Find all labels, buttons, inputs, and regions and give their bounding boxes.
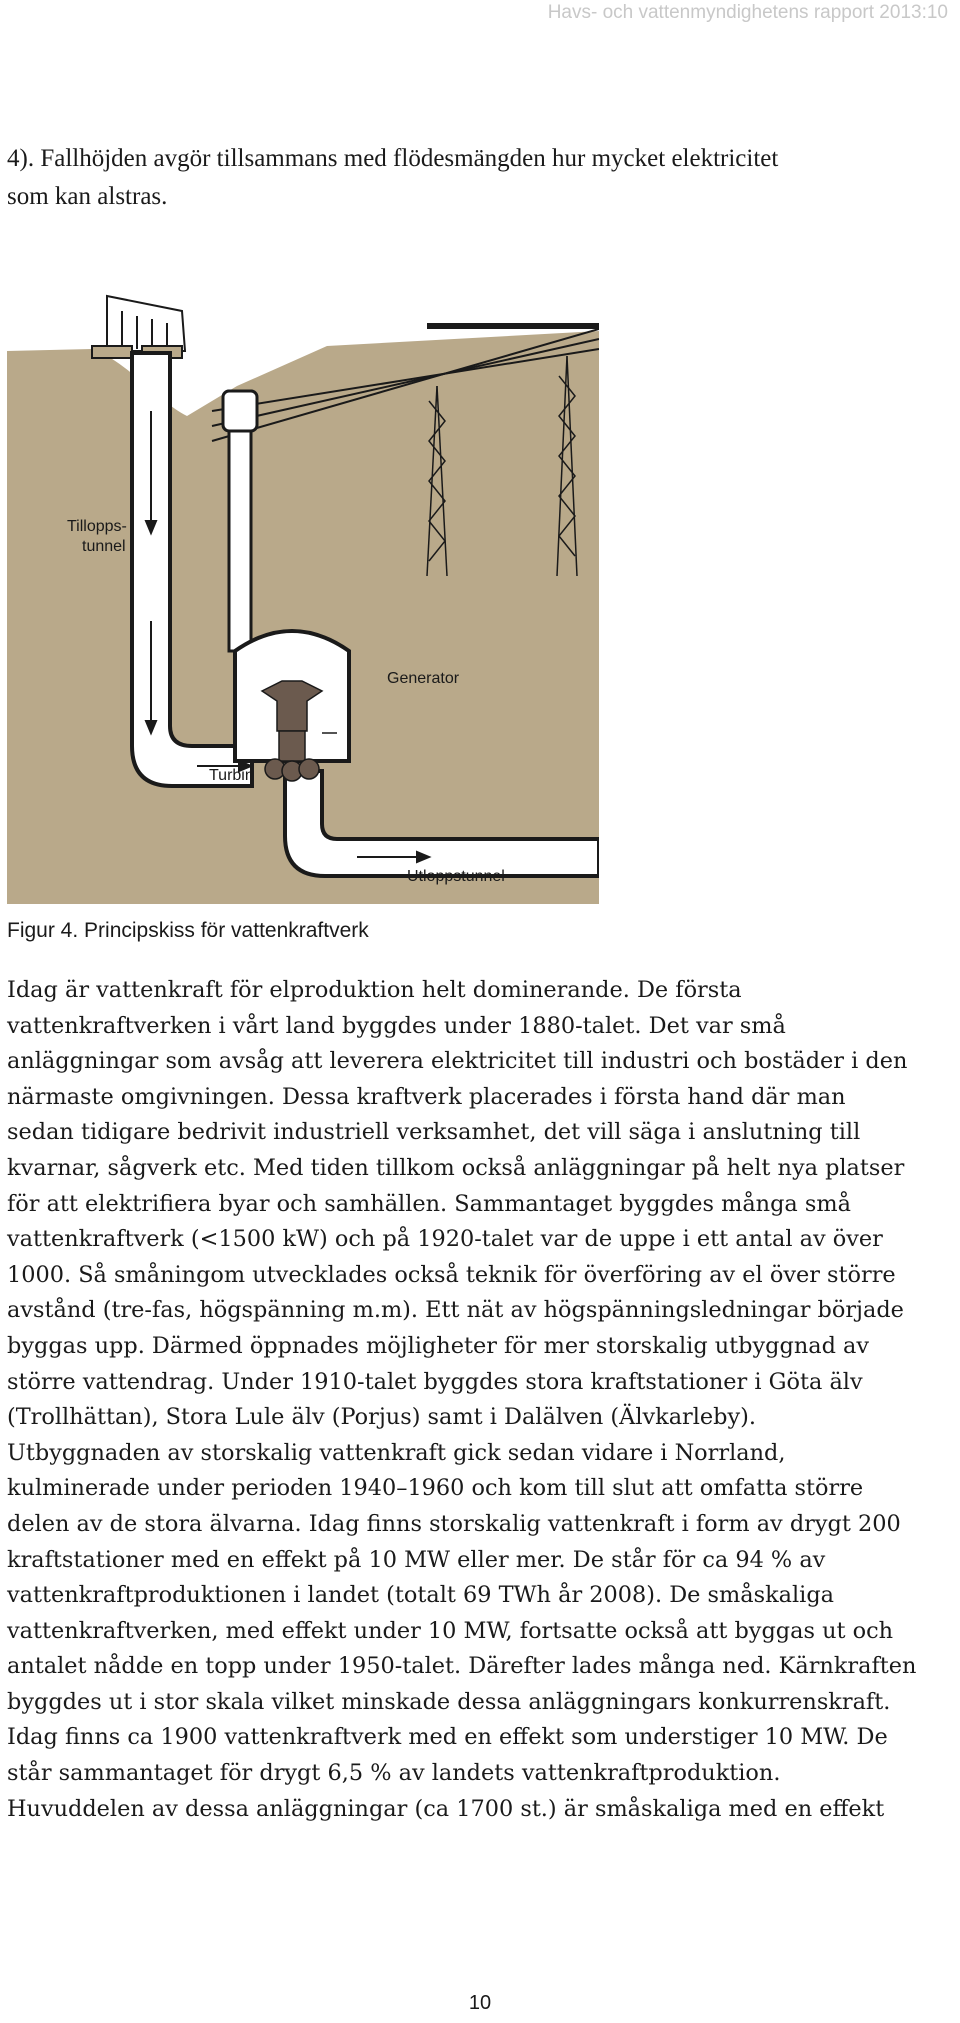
body-line: större vattendrag. Under 1910-talet byggdes stora kraftstationer i Göta älv: [7, 1368, 863, 1395]
intro-paragraph: [7, 140, 947, 216]
body-line: anläggningar som avsåg att leverera elektricitet till industri och bostäder i den: [7, 1048, 908, 1075]
figure-caption: Figur 4. Principskiss för vattenkraftverk: [7, 919, 369, 942]
body-line: kvarnar, sågverk etc. Med tiden tillkom också anläggningar på helt nya platser: [7, 1154, 905, 1181]
body-line: kulminerade under perioden 1940–1960 och kom till slut att omfatta större: [7, 1475, 864, 1502]
body-line: byggdes ut i stor skala vilket minskade dessa anläggningars konkurrenskraft.: [7, 1688, 891, 1715]
body-line: sedan tidigare bedrivit industriell verksamhet, det vill säga i anslutning till: [7, 1119, 861, 1146]
body-line: vattenkraftverken i vårt land byggdes under 1880-talet. Det var små: [7, 1012, 786, 1039]
body-line: vattenkraftproduktionen i landet (totalt 69 TWh år 2008). De småskaliga: [7, 1582, 835, 1609]
intro-line: 4). Fallhöjden avgör tillsammans med flödesmängden hur mycket elektricitet: [7, 145, 779, 172]
label-tunnel: tunnel: [82, 538, 126, 555]
label-generator: Generator: [387, 670, 460, 687]
body-line: vattenkraftverken, med effekt under 10 MW, fortsatte också att byggas ut och: [7, 1617, 894, 1644]
body-line: (Trollhättan), Stora Lule älv (Porjus) samt i Dalälven (Älvkarleby).: [7, 1404, 757, 1431]
hydropower-diagram: [7, 291, 599, 904]
body-line: närmaste omgivningen. Dessa kraftverk placerades i första hand där man: [7, 1083, 846, 1110]
label-turbin: Turbin: [209, 767, 254, 784]
intro-line: som kan alstras.: [7, 183, 168, 210]
body-line: kraftstationer med en effekt på 10 MW eller mer. De står för ca 94 % av: [7, 1546, 826, 1573]
diagram-svg: [7, 291, 599, 904]
body-line: delen av de stora älvarna. Idag finns storskalig vattenkraft i form av drygt 200: [7, 1510, 901, 1537]
body-line: antalet nådde en topp under 1950-talet. Därefter lades många ned. Kärnkraften: [7, 1653, 917, 1680]
body-line: för att elektrifiera byar och samhällen. Sammantaget byggdes många små: [7, 1190, 851, 1217]
body-line: Idag är vattenkraft för elproduktion helt dominerande. De första: [7, 977, 742, 1003]
body-line: Idag finns ca 1900 vattenkraftverk med en effekt som understiger 10 MW. De: [7, 1724, 888, 1751]
body-line: avstånd (tre-fas, högspänning m.m). Ett nät av högspänningsledningar började: [7, 1297, 904, 1324]
body-line: byggas upp. Därmed öppnades möjligheter för mer storskalig utbyggnad av: [7, 1332, 870, 1359]
body-line: vattenkraftverk (<1500 kW) och på 1920-talet var de uppe i ett antal av över: [7, 1226, 883, 1253]
body-line: Utbyggnaden av storskalig vattenkraft gick sedan vidare i Norrland,: [7, 1439, 786, 1466]
label-utloppstunnel: Utloppstunnel: [407, 868, 505, 885]
page-number: 10: [468, 1992, 492, 2014]
report-header: Havs- och vattenmyndighetens rapport 2013:10: [547, 2, 948, 23]
body-line: står sammantaget för drygt 6,5 % av landets vattenkraftproduktion.: [7, 1760, 781, 1787]
intake-house: [92, 296, 185, 358]
body-line: 1000. Så småningom utvecklades också teknik för överföring av el över större: [7, 1261, 896, 1288]
label-tillopps: Tillopps-: [67, 518, 127, 535]
body-line: Huvuddelen av dessa anläggningar (ca 1700 st.) är småskaliga med en effekt: [7, 1795, 885, 1822]
body-paragraph: [7, 973, 952, 1827]
